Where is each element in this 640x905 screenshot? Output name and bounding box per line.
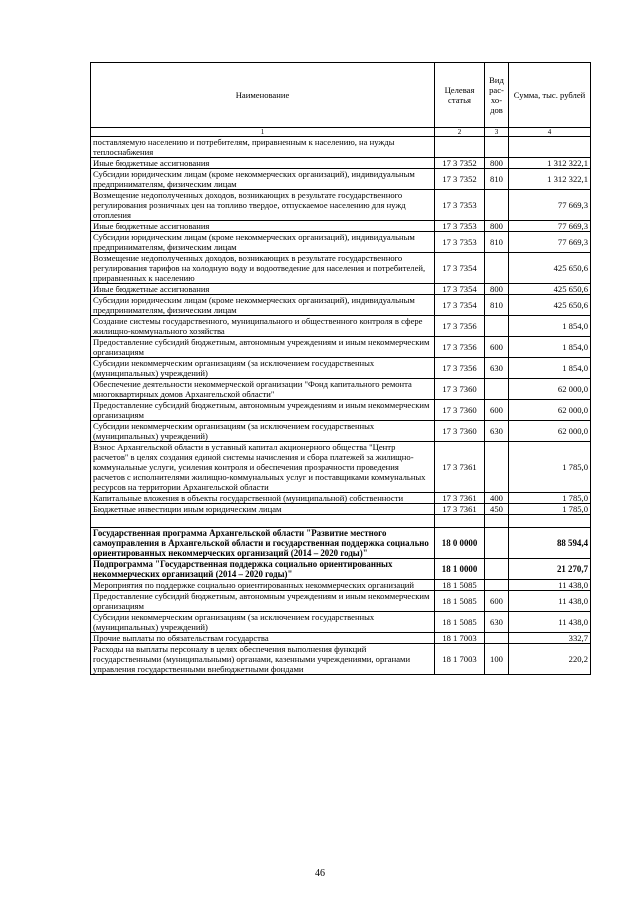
cell-code: 18 1 7003 [435,633,485,644]
column-number-row [91,128,591,137]
cell-name: Предоставление субсидий бюджетным, автономным учреждениям и иным некоммерческим организациям [91,400,435,421]
budget-table-container [90,62,590,675]
cell-vid [485,528,509,559]
table-row [91,493,591,504]
cell-vid [485,190,509,221]
table-row [91,421,591,442]
cell-code: 17 3 7361 [435,504,485,515]
cell-vid [485,580,509,591]
cell-sum: 62 000,0 [509,421,591,442]
cell-vid: 810 [485,232,509,253]
header-name: Наименование [91,63,435,128]
cell-name: Субсидии некоммерческим организациям (за исключением государственных (муниципальных) учреждений) [91,421,435,442]
cell-sum: 88 594,4 [509,528,591,559]
cell-vid [485,633,509,644]
table-row [91,137,591,158]
cell-code: 17 3 7353 [435,190,485,221]
cell-name: Субсидии юридическим лицам (кроме некоммерческих организаций), индивидуальным предпринимателям, физическим лицам [91,232,435,253]
cell-code: 18 0 0000 [435,528,485,559]
cell-name: поставляемую населению и потребителям, приравненным к населению, на нужды теплоснабжения [91,137,435,158]
table-row [91,400,591,421]
cell-code: 17 3 7354 [435,284,485,295]
cell-sum: 1 854,0 [509,337,591,358]
table-row [91,337,591,358]
table-row [91,316,591,337]
cell-name: Иные бюджетные ассигнования [91,158,435,169]
cell-vid: 400 [485,493,509,504]
table-row [91,284,591,295]
cell-sum: 77 669,3 [509,221,591,232]
cell-sum: 425 650,6 [509,253,591,284]
cell-code: 17 3 7360 [435,421,485,442]
cell-sum: 332,7 [509,633,591,644]
cell-sum: 77 669,3 [509,190,591,221]
cell-vid: 630 [485,421,509,442]
table-row [91,580,591,591]
cell-sum: 1 312 322,1 [509,158,591,169]
table-row [91,442,591,493]
cell-sum: 1 854,0 [509,358,591,379]
column-number: 1 [91,128,435,137]
cell-sum: 220,2 [509,644,591,675]
cell-code: 17 3 7356 [435,358,485,379]
cell-code: 17 3 7361 [435,442,485,493]
cell-name: Предоставление субсидий бюджетным, автономным учреждениям и иным некоммерческим организациям [91,337,435,358]
cell-vid: 630 [485,612,509,633]
table-row [91,504,591,515]
cell-code: 17 3 7353 [435,221,485,232]
cell-sum: 62 000,0 [509,379,591,400]
cell-code: 17 3 7356 [435,337,485,358]
cell-code: 17 3 7354 [435,253,485,284]
table-row [91,379,591,400]
cell-sum: 1 854,0 [509,316,591,337]
cell-name: Субсидии юридическим лицам (кроме некоммерческих организаций), индивидуальным предпринимателям, физическим лицам [91,295,435,316]
table-row [91,612,591,633]
cell-vid: 810 [485,169,509,190]
spacer-row [91,515,591,528]
cell-name: Обеспечение деятельности некоммерческой организации "Фонд капитального ремонта многоквартирных домов Архангельской области" [91,379,435,400]
cell-sum: 1 785,0 [509,493,591,504]
cell-vid [485,379,509,400]
cell-name: Расходы на выплаты персоналу в целях обеспечения выполнения функций государственными (муниципальными) органами, казенными учреждениями, органами управления государственными внебюджетными фондами [91,644,435,675]
cell-sum: 11 438,0 [509,591,591,612]
cell-vid: 600 [485,337,509,358]
cell-sum: 425 650,6 [509,295,591,316]
cell-name: Взнос Архангельской области в уставный капитал акционерного общества "Центр расчетов" в целях создания единой системы начисления и сбора платежей за жилищно-коммунальные услуги, усиления контроля и обеспечения прозрачности проведения расчетов с исполнителями жилищно-коммунальных услуг и поставщиками коммунальных ресурсов на территории Архангельской области [91,442,435,493]
cell-code [435,137,485,158]
header-sum: Сумма, тыс. рублей [509,63,591,128]
table-row [91,232,591,253]
cell-sum: 11 438,0 [509,580,591,591]
cell-sum [509,515,591,528]
cell-name: Иные бюджетные ассигнования [91,284,435,295]
cell-vid: 600 [485,591,509,612]
cell-vid: 450 [485,504,509,515]
cell-code: 17 3 7352 [435,169,485,190]
table-row [91,633,591,644]
column-number: 3 [485,128,509,137]
header-code: Целевая статья [435,63,485,128]
cell-code [435,515,485,528]
cell-name: Предоставление субсидий бюджетным, автономным учреждениям и иным некоммерческим организациям [91,591,435,612]
column-number: 2 [435,128,485,137]
page-number: 46 [315,868,325,879]
cell-vid [485,137,509,158]
cell-code: 18 1 5085 [435,580,485,591]
cell-code: 17 3 7356 [435,316,485,337]
cell-code: 17 3 7354 [435,295,485,316]
header-vid: Вид рас-хо-дов [485,63,509,128]
table-row [91,221,591,232]
cell-vid [485,559,509,580]
table-row [91,190,591,221]
cell-sum: 1 312 322,1 [509,169,591,190]
cell-name: Бюджетные инвестиции иным юридическим лицам [91,504,435,515]
table-row [91,559,591,580]
cell-code: 18 1 5085 [435,591,485,612]
cell-vid: 800 [485,158,509,169]
cell-vid [485,515,509,528]
cell-vid [485,253,509,284]
cell-code: 18 1 0000 [435,559,485,580]
cell-sum: 62 000,0 [509,400,591,421]
cell-name: Иные бюджетные ассигнования [91,221,435,232]
cell-vid: 800 [485,221,509,232]
cell-code: 17 3 7361 [435,493,485,504]
cell-name: Создание системы государственного, муниципального и общественного контроля в сфере жилищно-коммунального хозяйства [91,316,435,337]
cell-name: Капитальные вложения в объекты государственной (муниципальной) собственности [91,493,435,504]
cell-sum: 1 785,0 [509,504,591,515]
cell-vid: 630 [485,358,509,379]
cell-name [91,515,435,528]
cell-code: 17 3 7352 [435,158,485,169]
cell-name: Прочие выплаты по обязательствам государства [91,633,435,644]
cell-sum: 77 669,3 [509,232,591,253]
cell-name: Возмещение недополученных доходов, возникающих в результате государственного регулирования тарифов на холодную воду и водоотведение для населения и потребителей, приравненных к населению [91,253,435,284]
cell-name: Субсидии юридическим лицам (кроме некоммерческих организаций), индивидуальным предпринимателям, физическим лицам [91,169,435,190]
table-header-row [91,63,591,128]
cell-sum: 1 785,0 [509,442,591,493]
column-number: 4 [509,128,591,137]
cell-vid: 100 [485,644,509,675]
cell-name: Подпрограмма "Государственная поддержка социально ориентированных некоммерческих организаций (2014 – 2020 годы)" [91,559,435,580]
cell-name: Субсидии некоммерческим организациям (за исключением государственных (муниципальных) учреждений) [91,358,435,379]
table-body [91,137,591,675]
table-row [91,158,591,169]
cell-sum: 425 650,6 [509,284,591,295]
cell-name: Государственная программа Архангельской области "Развитие местного самоуправления в Архангельской области и государственная поддержка социально ориентированных некоммерческих организаций (2014 – 2020 годы)" [91,528,435,559]
cell-code: 18 1 7003 [435,644,485,675]
cell-code: 17 3 7360 [435,400,485,421]
cell-sum: 11 438,0 [509,612,591,633]
cell-sum [509,137,591,158]
table-row [91,253,591,284]
cell-sum: 21 270,7 [509,559,591,580]
cell-code: 17 3 7360 [435,379,485,400]
cell-vid: 810 [485,295,509,316]
table-row [91,644,591,675]
table-row [91,591,591,612]
table-row [91,528,591,559]
table-row [91,358,591,379]
cell-vid [485,442,509,493]
table-row [91,169,591,190]
cell-vid: 800 [485,284,509,295]
cell-name: Мероприятия по поддержке социально ориентированных некоммерческих организаций [91,580,435,591]
cell-vid [485,316,509,337]
budget-table [90,62,591,675]
cell-code: 17 3 7353 [435,232,485,253]
cell-name: Возмещение недополученных доходов, возникающих в результате государственного регулирования розничных цен на топливо твердое, отпускаемое населению для нужд отопления [91,190,435,221]
cell-vid: 600 [485,400,509,421]
table-row [91,295,591,316]
cell-name: Субсидии некоммерческим организациям (за исключением государственных (муниципальных) учреждений) [91,612,435,633]
cell-code: 18 1 5085 [435,612,485,633]
